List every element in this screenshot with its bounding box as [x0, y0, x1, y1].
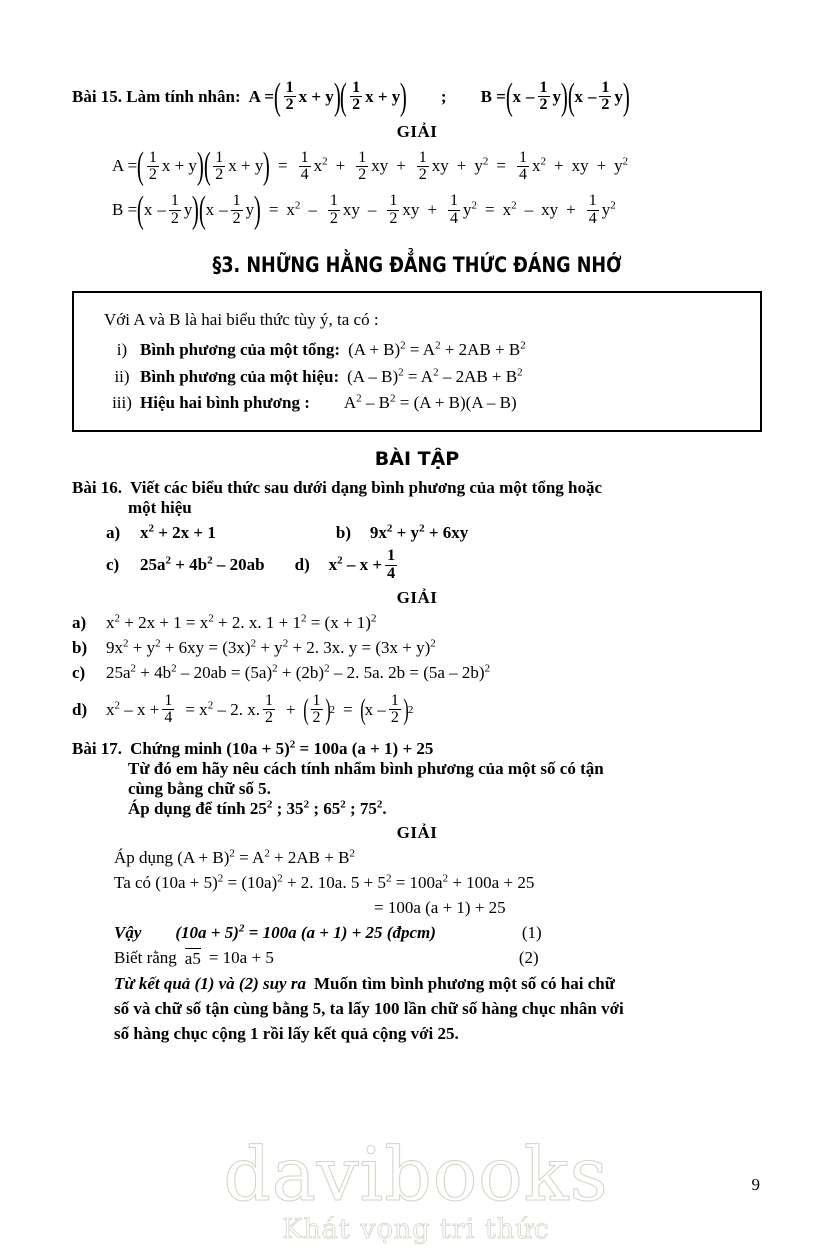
page-content — [72, 75, 762, 1049]
paren-open-icon: ( — [340, 75, 348, 118]
equals-sign: = — [268, 200, 279, 220]
equals-sign: = — [496, 156, 506, 176]
formula-box-intro: Với A và B là hai biểu thức tùy ý, ta có : — [104, 309, 379, 329]
exercise-17-sol-line4: Vậy $(10a + 5)^2 = 100a$ (a + 1) + 25 (đpcm) (1) — [114, 921, 542, 942]
paren-open-icon: ( — [137, 145, 144, 188]
plus-sign: + — [566, 200, 576, 220]
page-number: 9 — [751, 1175, 760, 1194]
formula-index: i) — [116, 340, 128, 360]
formula-expression: $(A - B)^2 = A^2 - 2AB + B^2$ — [347, 365, 523, 386]
solution-index: c) — [72, 662, 86, 682]
section-title: §3. NHỮNG HẰNG ĐẲNG THỨC ĐÁNG NHỚ — [212, 252, 622, 277]
formula-index: ii) — [114, 366, 130, 386]
formula-index: iii) — [112, 392, 132, 412]
paren-close-icon: ) — [560, 75, 568, 118]
plus-sign: + — [335, 156, 346, 176]
formula-item — [104, 364, 742, 390]
giai-heading-16: GIẢI — [396, 587, 438, 607]
exercise-16-solution-c — [72, 663, 762, 683]
formula-label: Hiệu hai bình phương : — [140, 392, 310, 412]
term-y: y — [552, 86, 562, 106]
equals-sign: = — [485, 200, 495, 220]
tag-1: (1) — [521, 922, 542, 942]
term-y-squared: $y^2$ — [463, 199, 477, 220]
solution-expression: $x^2 + 2x + 1 = x^2 + 2$. x. $1 + 1^2 = (x + 1)^2$ — [106, 612, 377, 632]
item-expression: $x^2 + 2x + 1$ — [140, 522, 216, 543]
paren-close-icon: ) — [192, 188, 200, 231]
label-B: B = — [112, 200, 138, 220]
paren-close-icon: ) — [324, 692, 331, 726]
formula-box — [72, 291, 762, 432]
exercise-16-solution-b — [72, 638, 762, 658]
exercise-15-heading — [72, 75, 762, 118]
term-xy: xy — [402, 200, 420, 220]
formula-expression: $(A + B)^2 = A^2 + 2AB + B^2$ — [348, 339, 526, 360]
exercise-17-label: Bài 17. — [72, 738, 123, 758]
paren-open-icon: ( — [567, 75, 575, 118]
fraction-half: $\frac{1}{2}$ — [312, 691, 321, 727]
paren-close-icon: ) — [263, 145, 271, 188]
fraction-half: $\frac{1}{2}$ — [390, 691, 399, 727]
formula-item — [104, 337, 742, 363]
term-x-squared: $x^2$ — [313, 155, 328, 176]
minus-sign: – — [367, 200, 377, 220]
fraction-half: $\frac{1}{2}$ — [170, 192, 179, 227]
term-x: x — [512, 86, 522, 106]
item-index: c) — [106, 555, 120, 575]
term-x-squared: $x^2$ — [502, 199, 517, 220]
exercise-17-line4: Áp dụng để tính $25^2$ ; $35^2$ ; $65^2$ ; $75^2$. — [128, 797, 387, 818]
exercise-17-sol-line5 — [114, 948, 762, 969]
item-expression: $9x^2 + y^2 + 6xy$ — [369, 522, 469, 543]
fraction-quarter: $\frac{1}{4}$ — [588, 192, 597, 227]
solution-index: b) — [72, 637, 88, 657]
plus-sign: + — [596, 156, 607, 176]
solution-15-B — [112, 188, 762, 231]
formula-item — [104, 390, 742, 416]
fraction-quarter: $\frac{1}{4}$ — [164, 691, 173, 727]
minus-sign: – — [157, 200, 166, 220]
term-x-squared: $x^2$ — [531, 155, 546, 176]
solution-index: a) — [72, 612, 87, 632]
fraction-quarter: $\frac{1}{4}$ — [518, 148, 527, 183]
expr-B-lead: B = — [480, 86, 506, 106]
exercise-17-statement: Chứng minh $(10a + 5)^2 = 100a$ (a + 1) + 25 — [130, 737, 434, 758]
exercise-16-solution-a — [72, 613, 762, 633]
formula-label: Bình phương của một tổng: — [140, 340, 341, 360]
paren-close-icon: ) — [196, 145, 204, 188]
exercise-15-label: Bài 15. Làm tính nhân: — [72, 86, 241, 106]
term-xy: xy — [571, 156, 589, 176]
term-xy: xy — [342, 200, 360, 220]
fraction-half: $\frac{1}{2}$ — [285, 79, 294, 114]
exercise-17-sol-line3: = 100a (a + 1) + 25 — [374, 897, 506, 917]
minus-sign: – — [219, 200, 228, 220]
term-y-squared: $y^2$ — [474, 155, 489, 176]
plus-sign: + — [456, 156, 467, 176]
paren-open-icon: ( — [137, 188, 144, 231]
fraction-half: $\frac{1}{2}$ — [418, 148, 427, 183]
minus-sign: – — [587, 86, 597, 106]
term-y: y — [614, 86, 623, 106]
equals-sign: = — [278, 156, 288, 176]
exercise-17-sol-line2: Ta có $(10a + 5)^2 = (10a)^2 + 2$. 10a. $5 + 5^2 = 100a^2 + 100a + 25$ — [114, 871, 535, 892]
formula-label: Bình phương của một hiệu: — [140, 366, 340, 386]
term-x-plus-y: x + y — [228, 156, 264, 176]
label-A: A = — [112, 156, 138, 176]
solution-expression: $9x^2 + y^2 + 6xy = (3x)^2 + y^2 + 2$. 3x. $y = (3x + y)^2$ — [106, 637, 436, 657]
fraction-half: $\frac{1}{2}$ — [329, 192, 338, 227]
giai-heading-15: GIẢI — [396, 121, 438, 141]
tag-2: (2) — [518, 948, 539, 967]
term-x: x — [143, 200, 153, 220]
term-y: y — [245, 200, 255, 220]
fraction-half: $\frac{1}{2}$ — [539, 79, 548, 114]
minus-sign: – — [526, 86, 535, 106]
paren-open-icon: ( — [273, 75, 281, 118]
paren-open-icon: ( — [302, 692, 309, 726]
exercise-17-conclusion-line2: số và chữ số tận cùng bằng 5, ta lấy 100 lần chữ số hàng chục nhân với — [114, 998, 624, 1018]
fraction-half: $\frac{1}{2}$ — [358, 148, 367, 183]
exercise-16-statement-line2: một hiệu — [128, 498, 192, 518]
term-xy: xy — [431, 156, 449, 176]
watermark-sub: Khát vọng tri thức — [282, 1214, 550, 1245]
exercise-16-solution-d: d) $x^2$ – x + $\frac{1}{4}$ = $x^2 - 2$. x. $\frac{1}{2}$ + ( $\frac{1}{2}$ ) 2 = ( x – $\frac{1}{2}$ ) 2 — [72, 691, 414, 727]
term-x: x — [574, 86, 583, 106]
fraction-half: $\frac{1}{2}$ — [389, 192, 398, 227]
minus-sign: – — [524, 200, 534, 220]
term-x-plus-y: x + y — [161, 156, 197, 176]
paren-open-icon: ( — [198, 188, 206, 231]
exercise-17-line2: Từ đó em hãy nêu cách tính nhẩm bình phương của một số có tận — [128, 758, 604, 778]
conclusion-lead: Từ kết quả (1) và (2) suy ra — [114, 973, 306, 993]
fraction-half: $\frac{1}{2}$ — [352, 79, 361, 114]
exercise-17-heading — [72, 739, 762, 759]
fraction-quarter: $\frac{1}{4}$ — [387, 547, 396, 582]
sol-line5-rest: = 10a + 5 — [208, 948, 274, 967]
overline-a5: a5 — [184, 948, 201, 968]
formula-expression: $A^2 - B^2 = (A + B)(A - B)$ — [343, 392, 517, 412]
plus-sign: + — [427, 200, 437, 220]
sol-line5-lead: Biết rằng — [114, 948, 177, 967]
fraction-quarter: $\frac{1}{4}$ — [450, 192, 458, 227]
paren-close-icon: ) — [333, 75, 341, 118]
paren-close-icon: ) — [622, 75, 630, 118]
paren-close-icon: ) — [254, 188, 261, 231]
exercise-16-item-c — [106, 548, 762, 582]
expr-A-lead: A = — [248, 86, 274, 106]
watermark — [0, 1132, 832, 1245]
exercise-16-heading — [72, 478, 762, 498]
term-y-squared: $y^2$ — [601, 199, 616, 220]
paren-open-icon: ( — [505, 75, 513, 118]
term-x: x — [205, 200, 215, 220]
exercise-17-line3: cùng bằng chữ số 5. — [128, 778, 271, 798]
solution-index: d) — [72, 699, 88, 719]
separator: ; — [440, 86, 447, 106]
term-x-plus-y: x + y — [298, 86, 334, 106]
baitap-heading: BÀI TẬP — [374, 448, 460, 471]
exercise-17-sol-line1: Áp dụng $(A + B)^2 = A^2 + 2AB + B^2$ — [114, 846, 355, 867]
paren-open-icon: ( — [359, 692, 366, 726]
giai-heading-17: GIẢI — [396, 822, 438, 842]
solution-15-A — [112, 145, 762, 188]
term-xy: xy — [371, 156, 389, 176]
item-expression: $25a^2 + 4b^2 - 20ab$ — [140, 554, 265, 575]
term-x-plus-y: x + y — [365, 86, 401, 106]
exercise-16-statement-line1: Viết các biểu thức sau dưới dạng bình phương của một tổng hoặc — [130, 478, 603, 498]
fraction-half: $\frac{1}{2}$ — [264, 691, 273, 727]
exercise-16-label: Bài 16. — [72, 478, 123, 498]
minus-sign: – — [308, 200, 317, 220]
term-x-squared: $x^2$ — [286, 199, 301, 220]
term-xy: xy — [541, 200, 559, 220]
exercise-17-conclusion-line3: số hàng chục cộng 1 rồi lấy kết quả cộng với 25. — [114, 1023, 459, 1043]
item-expression: $x^2$ – x + — [328, 554, 383, 575]
solution-expression: $25a^2 + 4b^2 - 20ab = (5a)^2 + (2b)^2 - 2$. 5a. 2b = (5a – 2b)$^2$ — [106, 662, 491, 682]
item-index: a) — [106, 523, 121, 543]
term-y-squared: $y^2$ — [614, 155, 629, 176]
plus-sign: + — [553, 156, 564, 176]
conclusion-text: Muốn tìm bình phương một số có hai chữ — [313, 973, 615, 993]
fraction-half: $\frac{1}{2}$ — [601, 79, 610, 114]
paren-open-icon: ( — [203, 145, 211, 188]
fraction-half: $\frac{1}{2}$ — [232, 192, 241, 227]
paren-close-icon: ) — [400, 75, 408, 118]
item-index: d) — [294, 555, 310, 575]
exercise-17-conclusion-line1 — [114, 974, 762, 994]
fraction-quarter: $\frac{1}{4}$ — [300, 148, 309, 183]
paren-close-icon: ) — [403, 692, 409, 726]
term-y: y — [183, 200, 193, 220]
fraction-half: $\frac{1}{2}$ — [148, 148, 157, 183]
exercise-16-item-a — [106, 523, 762, 543]
plus-sign: + — [396, 156, 406, 176]
solution-expression: $x^2$ – x + — [106, 699, 160, 719]
fraction-half: $\frac{1}{2}$ — [215, 148, 224, 183]
watermark-main: davibooks — [223, 1132, 609, 1218]
item-index: b) — [335, 523, 351, 543]
